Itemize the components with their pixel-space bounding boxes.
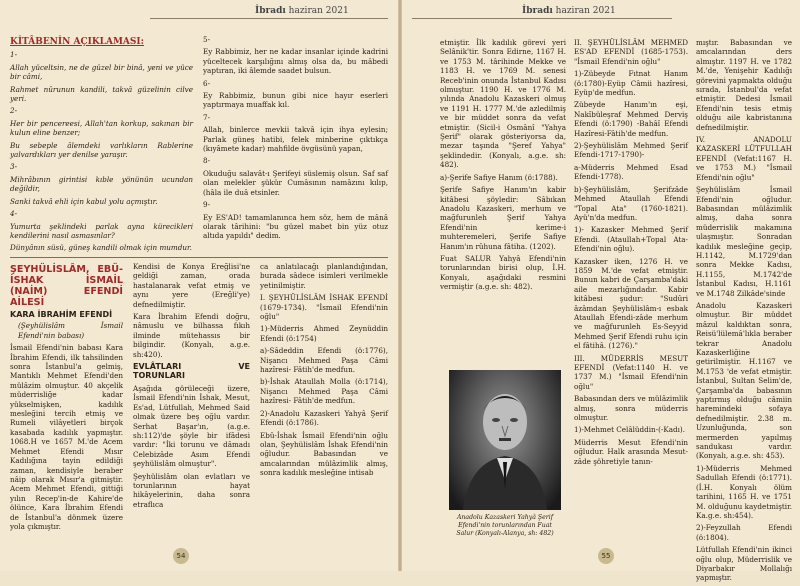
paragraph: I. ŞEYHÜLİSLÂM İSHAK EFENDİ (1679-1734). "İsmail Efendi'nin oğlu" (260, 293, 388, 322)
paragraph: Bu sebeple âlemdeki varlıkların Rablerine yalvardıkları yer denilse yaraşır. (10, 140, 193, 160)
kitabe-title: KİTÂBENİN AÇIKLAMASI: (10, 37, 144, 47)
paragraph: Zübeyde Hanım'ın eşi, Nakîbüleşraf Mehmed Derviş Efendi (ö:1790) -Bahâî Efendi Hazîresi-Fâtih'de medfun. (574, 100, 688, 138)
paragraph: Fuat SALUR Yahyâ Efendi'nin torunlarından birisi olup, İ.H. Konyalı, aşağıdaki resmini vermiştir (a.g.e. sh: 482). (440, 253, 566, 292)
paragraph: II. ŞEYHÜLİSLÂM MEHMED ES'AD EFENDİ (1685-1753). "İsmail Efendi'nin oğlu" (574, 38, 688, 66)
header-rule (150, 18, 388, 19)
paragraph: 3- (10, 162, 18, 172)
paragraph: etmiştir. İlk kadılık görevi yeri Selânik'tir. Sonra Edirne, 1167 H. ve 1753 M. târihinde Mekke ve 1183 H. ve 1769 M. senesi Receb'inin onunda İstanbul Kadısı olmuştur. 1190 H. ve 1776 M. yılında Anadolu Kazaskeri olmuş ve 1191 H. 1777 M.'de azledilmiş ve bir müddet sonra da vefat etmiştir. (Sicil-i Osmânî "Yahya Şerif" olarak gösteriyorsa da, mezar taşında "Şeref Yahya" şeklindedir. (Konyalı, a.g.e. sh: 482). (440, 38, 566, 170)
paragraph: 9- (203, 200, 211, 210)
paragraph: İsmail Efendi'nin babası Kara İbrahim Efendi, ilk tahsilinden sonra İstanbul'a gelmiş, Mantıklı Mehmet Efendi'den mülâzim olmuştur. 40 akçelik müderrisliğe kadar yükselmişken, kadılık mesleğini tercih etmiş ve Rumeli vilâyetleri birçok kasabada kadılık yapmıştır. 1068.H ve 1657 M.'de Acem Mehmet Efendi Mısır Kadılığına tayin edildiği zaman, kendisiyle beraber nâip olarak Mısır'a gitmiştir. Acem Mehmet Efendi, gittiği yılın Recep'in-de Kahire'de ölünce, Kara İbrahim Efendi de İstanbul'a dönmek üzere yola çıkmıştır. (10, 343, 123, 531)
paragraph: Ebû-İshak İsmail Efendi'nin oğlu olan, Şeyhülislâm İshak Efendi'nin oğludur. Babasından ve amcalarından mülâzimlik almış, sonra kadılık mesleğine intisab (260, 430, 388, 478)
article-column-3 (260, 262, 388, 481)
paragraph: Şeyhülislâm İsmail Efendi'nin oğludur. Babasından mülâzimlik almış, daha sonra müderrislik makamına ulaşmıştır. Sonradan kadılık mesleğine geçip, H.1142, M.1729'dan sonra Mekke Kadısı, H.1155, M.1742'de İstanbul Kadısı, H.1161 ve M.1748 Zilkâde'sinde (696, 185, 792, 298)
paragraph: Lütfullah Efendi'nin ikinci oğlu olup, Müderrislik ve Diyarbakır Mollalığı yapmıştır. (696, 545, 792, 583)
kitabe-lines (10, 50, 193, 252)
photo-caption: Anadolu Kazaskeri Yahyâ Şerif Efendi'nin torunlarından Fuat Salur (Konyalı-Alanya, sh: 482) (456, 514, 554, 537)
paragraph: Kendisi de Konya Ereğlisi'ne geldiği zaman, orada hastalanarak vefat etmiş ve aynı yere (Ereğli'ye) defnedilmiştir. (133, 262, 250, 309)
paragraph: Babasından ders ve mülâzimlik almış, sonra müderris olmuştur. (574, 394, 688, 423)
right-page-header: İbradı haziran 2021 (522, 6, 616, 16)
left-page-header: İbradı haziran 2021 (255, 6, 349, 16)
paragraph: Mihrâbının girintisi kıble yönünün ucundan değildir, (10, 174, 193, 194)
section-title: ŞEYHÜLİSLÂM, EBÜ-İSHAK İSMAİL (NAİM) EFENDİ AİLESİ (10, 264, 123, 308)
paragraph: Anadolu Kazaskeri olmuştur. Bir müddet mâzul kaldıktan sonra, Reisü'lülemâ'lıkla beraber tekrar Anadolu Kazaskerliğine getirilmiştir. H.1167 ve M.1753 'de vefat etmiştir. İstanbul, Sultan Selim'de, Çarşamba'da babasının yaptırmış olduğu câmiin haremindeki sofaya defnedilmiştir. 2.38 m. Uzunluğunda, son mermerden yapılmış sandukası vardır. (Konyalı, a.g.e. sh: 453). (696, 300, 792, 461)
header-rule (412, 18, 672, 19)
paragraph: Ey Rabbimiz, bunun gibi nice hayır eserleri yaptırmaya muaffak kıl. (203, 91, 388, 110)
paragraph: Ey Rabbimiz, her ne kadar insanlar içinde kadrini yüceltecek karşılığını almış olsa da, bu mâbedi yaptıran, iki âlemde saadet bulsun. (203, 47, 388, 76)
paragraph: Yumurta şeklindeki parlak ayna kürecikleri kendilerini nasıl asmasınlar? (10, 221, 193, 240)
section-divider (10, 257, 388, 258)
paragraph: Allah, binlerce mevkii takvâ için ihya eylesin; Parlak güneş hatibi, felek minberine çıktıkça (kıyâmete kadar) mahfilde övgüsünü yapan, (203, 125, 388, 154)
article-text-1 (10, 343, 123, 531)
kitabe-column-2 (203, 35, 388, 244)
paragraph: 1- (10, 50, 18, 60)
kitabe-lines-2 (203, 35, 388, 241)
article-text-1 (440, 38, 566, 292)
paragraph: mıştır. Babasından ve amcalarından ders almıştır. 1197 H. ve 1782 M.'de, Yenişehir Kadılığı görevini yapmakta olduğu sırada, İstanbul'da vefat etmiştir. Dedesi İsmail Efendi'nin tesis etmiş olduğu aile kabristanına defnedilmiştir. (696, 38, 792, 132)
paragraph: Her bir pencereesi, Allah'tan korkup, sakınan bir kulun eline benzer; (10, 118, 193, 138)
descendants-heading: EVLÂTLARI VE TORUNLARI (133, 362, 250, 381)
paragraph: Kazasker iken, 1276 H. ve 1859 M.'de vefat etmiştir. Bunun kabri de Çarşamba'daki aile mezarlığındadır. Kabir kitâbesi şudur: "Sudûri âzâmdan Şeyhülislâm-ı esbak Ataullah Efendi-zâde merhum ve mağfurunleh Es-Seyyid Mehmed Şerif Efendi ruhu için el fâtihâ. (1276)." (574, 256, 688, 351)
paragraph: 2)-Anadolu Kazaskeri Yahyâ Şerif Efendi (ö:1786). (260, 408, 388, 428)
paragraph: Aşağıda görüleceği üzere, İsmail Efendi'nin İshak, Mesut, Es'ad, Lütfullah, Mehmed Said olmak üzere beş oğlu vardır. Serhat Başar'ın, (a.g.e. sh:112)'de şöyle bir ifâdesi vardır: "İki torunu ve dâmadı Celebizâde Asım Efendi şeyhülislâm olmuştur". (133, 383, 250, 469)
article-text-3 (696, 38, 792, 583)
paragraph: 7- (203, 112, 211, 122)
article-column-1 (440, 38, 566, 295)
paragraph: III. MÜDERRİS MESUT EFENDİ (Vefat:1140 H. ve 1737 M.) "İsmail Efendi'nin oğlu" (574, 353, 688, 391)
paragraph: 5- (203, 35, 211, 44)
article-text-3 (260, 262, 388, 478)
paragraph: Müderris Mesut Efendi'nin oğludur. Halk arasında Mesut-zâde şöhretiyle tanın- (574, 437, 688, 466)
page-number: 54 (173, 548, 189, 564)
article-text-2 (574, 38, 688, 466)
paragraph: 4- (10, 209, 18, 219)
paragraph: Dünyânın süsü, güneş kandili olmak için mumdur. (10, 243, 192, 253)
article-column-2 (133, 262, 250, 512)
paragraph: 2)-Feyzullah Efendi (ö:1804). (696, 523, 792, 542)
paragraph: a-Müderris Mehmed Esad Efendi-1778). (574, 162, 688, 182)
article-text-2b (133, 384, 250, 509)
section-subtitle: KARA İBRAHİM EFENDİ (10, 310, 113, 319)
portrait-photo (449, 370, 561, 510)
paragraph: 2- (10, 106, 18, 116)
paragraph: 6- (203, 78, 211, 88)
paragraph: IV. ANADOLU KAZASKERİ LÜTFULLAH EFENDİ (Vefat:1167 H. ve 1753 M.) "İsmail Efendi'nin oğlu" (696, 135, 792, 182)
article-column-2 (574, 38, 688, 469)
paragraph: Kara İbrahim Efendi doğru, nâmuslu ve bilhassa fıkıh ilminde mütehassıs bir bilgindir. (Konyalı, a.g.e. sh:420). (133, 312, 250, 359)
section-subtitle-note: (Şeyhülislâm İsmail Efendi'nin babası) (18, 321, 123, 340)
paragraph: 1)-Müderris Ahmed Zeynüddin Efendi (ö:1754) (260, 324, 388, 343)
paragraph: 1)-Mehmet Celâlüddin-(-Kadı). (574, 425, 685, 435)
paragraph: Ey ES'AD! tamamlanınca hem söz, hem de mânâ olarak târihini: "bu güzel mabet bin yüz otuz altıda yapıldı" dedim. (203, 212, 388, 241)
paragraph: 1)-Zübeyde Fıtnat Hanım (ö:1780)-Eyüp Câmii hazîresi, Eyüp'de medfun. (574, 69, 688, 98)
paragraph: Şerife Safiye Hanım'ın kabir kitâbesi şöyledir: Sâbıkan Anadolu Kazaskeri, merhum ve mağfurunleh Şerif Yahya Efendi'nin kerime-i muhteremeleri, Şerife Safiye Hanım'ın rûhuna fâtiha. (1202). (440, 185, 566, 251)
paragraph: Rahmet nûrunun kandili, takvâ güzelinin cilve yeri. (10, 84, 193, 104)
paragraph: Sanki takvâ ehli için kabul yolu açmıştır. (10, 196, 158, 206)
paragraph: ca anlatılacağı planlandığından, burada sâdece isimleri verilmekle yetinilmiştir. (260, 262, 388, 290)
paragraph: Allah yüceltsin, ne de güzel bir binâ, yeni ve yüce bir câmi, (10, 62, 193, 82)
kitabe-column-1 (10, 38, 193, 256)
paragraph: a)-Sâdeddin Efendi (ö:1776), Nişancı Mehmed Paşa Câmi hazîresi- Fâtih'de medfun. (260, 346, 388, 375)
paragraph: 1)-Müderris Mehmed Sadullah Efendi (ö:1771).(İ.H. Konyalı ölüm tarihini, 1165 H. ve 1751 M. olduğunu kaydetmiştir. Ka.g.e. sh:454). (696, 463, 792, 520)
paragraph: a)-Şerife Safiye Hanım (ö:1788). (440, 172, 558, 182)
article-column-1 (10, 262, 123, 534)
paragraph: 8- (203, 156, 211, 166)
paragraph: Okuduğu salavât-ı Şerifeyi süslemiş olsun. Saf saf olan melekler şükür Cumâsının namâzını kılıp, (hâla ile duâ etsinler. (203, 168, 388, 197)
article-column-3 (696, 38, 792, 586)
paragraph: Şeyhülislâm olan evlatları ve torunlarının hayat hikâyelerinin, daha sonra etraflıca (133, 471, 250, 509)
paragraph: b)-Şeyhülislâm, Şerifzâde Mehmed Ataullah Efendi "Topal Ata" (1760-1821). Ayü'n'da medfun. (574, 184, 688, 222)
right-page (402, 0, 800, 583)
portrait-figure (449, 370, 561, 510)
page-number: 55 (598, 548, 614, 564)
paragraph: 1)- Kazasker Mehmed Şerif Efendi. (Ataullah+Topal Ata- Efendi'nin oğlu). (574, 225, 688, 254)
paragraph: b)-İshak Ataullah Molla (ö:1714), Nişancı Mehmed Paşa Câmi hazîresi- Fâtih'de medfun. (260, 377, 388, 406)
article-text-2 (133, 262, 250, 359)
paragraph: 2)-Şeyhülislâm Mehmed Şerif Efendi-1717-1790)- (574, 141, 688, 160)
left-page (0, 0, 398, 571)
